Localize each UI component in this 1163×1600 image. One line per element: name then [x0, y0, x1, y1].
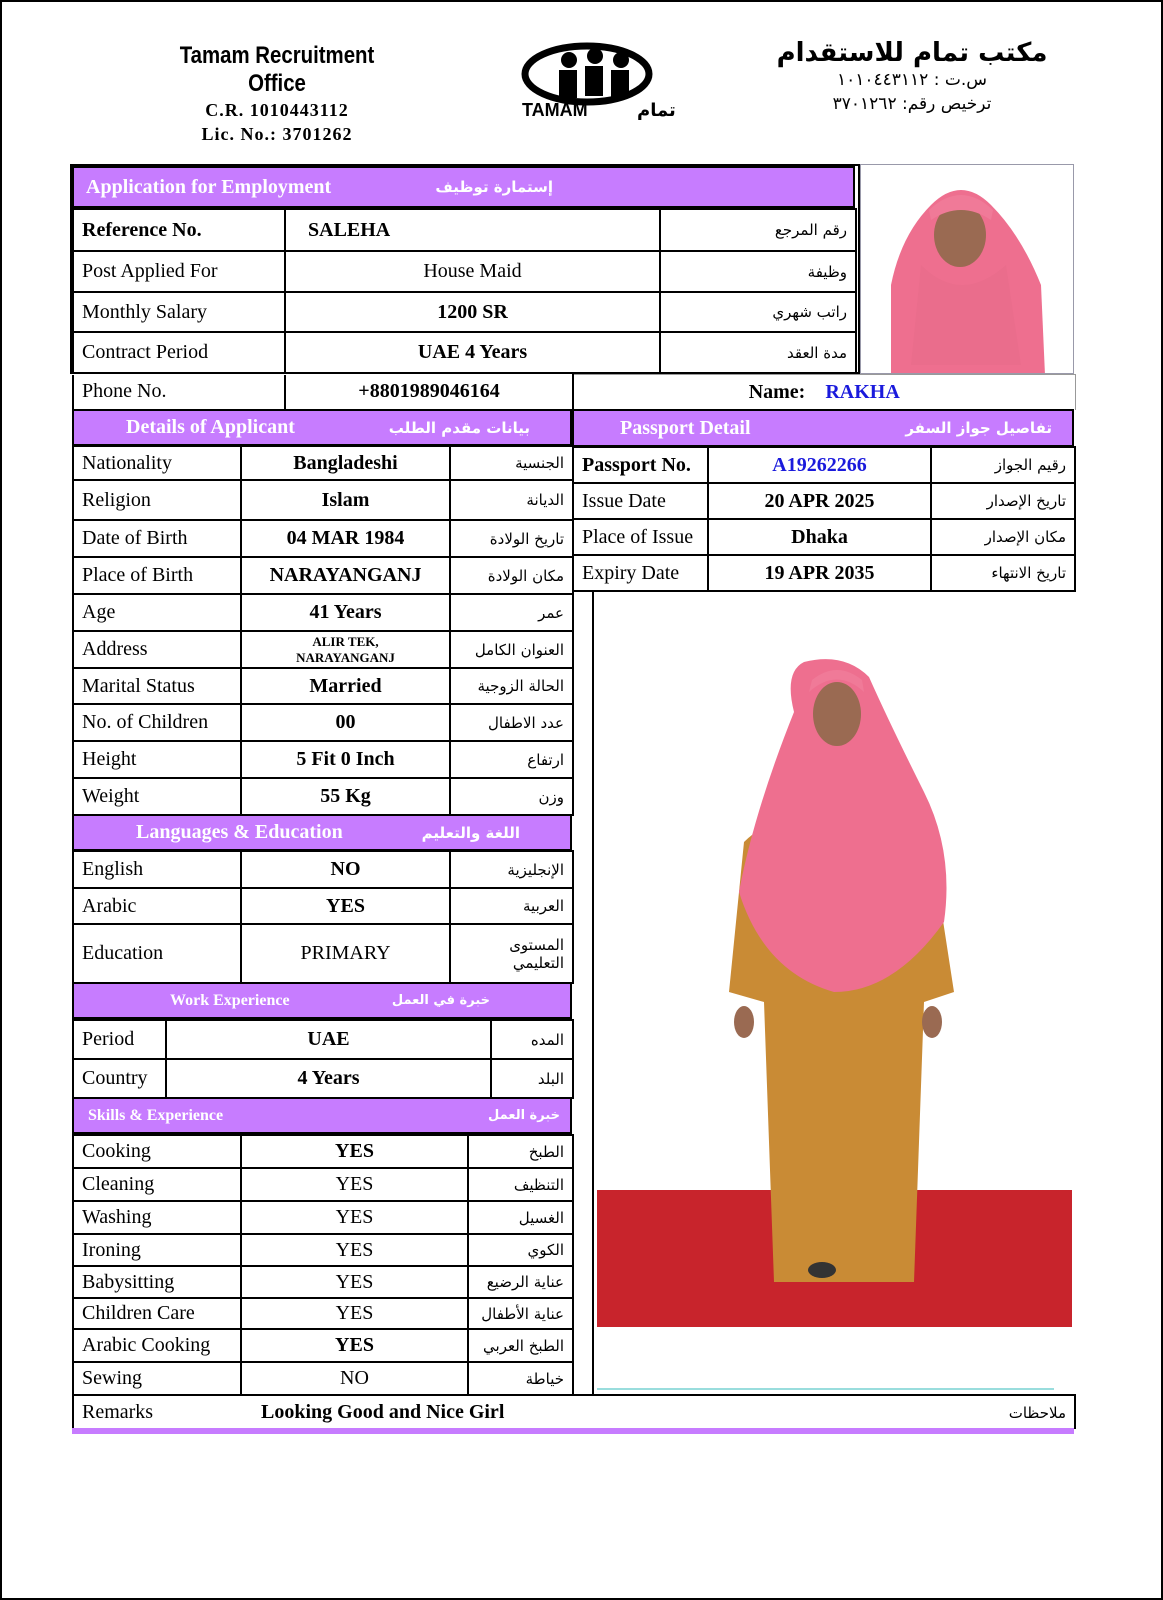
- table-row: [73, 480, 573, 520]
- row-label-ar: وزن: [450, 778, 573, 815]
- details-title-ar: بيانات مقدم الطلب: [388, 418, 530, 437]
- table-row: [73, 704, 573, 741]
- row-label-ar: الديانة: [450, 480, 573, 520]
- table-row: [573, 555, 1075, 591]
- dob-value: 04 MAR 1984: [241, 520, 450, 557]
- row-label-ar: خياطة: [468, 1362, 573, 1395]
- phone-name-row: [72, 374, 1076, 411]
- table-row: [73, 332, 856, 373]
- application-title-en: Application for Employment: [86, 175, 332, 198]
- table-row: [73, 557, 573, 594]
- row-label: Passport No.: [573, 447, 708, 483]
- skill-value: YES: [241, 1266, 468, 1298]
- table-row: [73, 520, 573, 557]
- row-label: Babysitting: [73, 1266, 241, 1298]
- row-label: Children Care: [73, 1298, 241, 1329]
- license-number-ar: ترخيص رقم: ٣٧٠١٢٦٢: [832, 94, 992, 114]
- company-name-en: Tamam Recruitment Office: [179, 42, 375, 97]
- table-row: [73, 594, 573, 631]
- table-row: [73, 1362, 573, 1395]
- work-title-en: Work Experience: [170, 991, 290, 1009]
- row-label-ar: عمر: [450, 594, 573, 631]
- row-label-ar: الإنجليزية: [450, 851, 573, 888]
- post-value: House Maid: [285, 251, 660, 292]
- languages-title-en: Languages & Education: [136, 821, 343, 843]
- row-label: Cleaning: [73, 1168, 241, 1201]
- row-label: English: [73, 851, 241, 888]
- row-label: Sewing: [73, 1362, 241, 1395]
- row-label: Date of Birth: [73, 520, 241, 557]
- row-label-ar: عناية الأطفال: [468, 1298, 573, 1329]
- row-label-ar: المستوى التعليمي: [450, 924, 573, 983]
- table-row: [73, 851, 573, 888]
- row-label-ar: رقم المرجع: [660, 209, 856, 251]
- row-label-ar: الجنسية: [450, 446, 573, 480]
- company-header-ar: [762, 38, 1062, 116]
- country-value: 4 Years: [166, 1059, 491, 1098]
- row-label: Country: [73, 1059, 166, 1098]
- row-label-ar: عناية الرضيع: [468, 1266, 573, 1298]
- table-row: [73, 1201, 573, 1234]
- row-label-ar: مكان الإصدار: [931, 519, 1075, 555]
- work-title-bar: [72, 982, 572, 1019]
- remarks-label: Remarks: [73, 1395, 243, 1429]
- row-label: Monthly Salary: [73, 292, 285, 332]
- row-label-ar: الحالة الزوجية: [450, 668, 573, 704]
- row-label-ar: الطبخ العربي: [468, 1329, 573, 1362]
- row-label: Expiry Date: [573, 555, 708, 591]
- table-row: [573, 447, 1075, 483]
- row-label-ar: الكوي: [468, 1234, 573, 1266]
- row-label: Age: [73, 594, 241, 631]
- skill-value: YES: [241, 1298, 468, 1329]
- cr-number-ar: س.ت : ١٠١٠٤٤٣١١٢: [836, 70, 987, 90]
- table-row: [73, 741, 573, 778]
- row-label: Contract Period: [73, 332, 285, 373]
- pob-value: NARAYANGANJ: [241, 557, 450, 594]
- expiry-date-value: 19 APR 2035: [708, 555, 931, 591]
- passport-number-value: A19262266: [708, 447, 931, 483]
- skills-title-ar: خبرة العمل: [488, 1108, 560, 1123]
- arabic-value: YES: [241, 888, 450, 924]
- row-label-ar: تاريخ الولادة: [450, 520, 573, 557]
- contract-value: UAE 4 Years: [285, 332, 660, 373]
- row-label: Weight: [73, 778, 241, 815]
- row-label: Ironing: [73, 1234, 241, 1266]
- row-label: Religion: [73, 480, 241, 520]
- table-row: [73, 1135, 573, 1168]
- table-row: [73, 668, 573, 704]
- name-label: Name:: [748, 380, 806, 403]
- row-label: Issue Date: [573, 483, 708, 519]
- languages-table: [72, 850, 574, 984]
- row-label: Washing: [73, 1201, 241, 1234]
- work-table: [72, 1019, 574, 1099]
- row-label-ar: المده: [491, 1020, 573, 1059]
- row-label-ar: رقيم الجواز: [931, 447, 1075, 483]
- skill-value: NO: [241, 1362, 468, 1395]
- marital-value: Married: [241, 668, 450, 704]
- languages-title-ar: اللغة والتعليم: [421, 823, 520, 842]
- languages-title-bar: [72, 814, 572, 851]
- row-label-ar: عدد الاطفال: [450, 704, 573, 741]
- table-row: [73, 888, 573, 924]
- row-label-ar: ارتفاع: [450, 741, 573, 778]
- row-label-ar: العنوان الكامل: [450, 631, 573, 668]
- weight-value: 55 Kg: [241, 778, 450, 815]
- skill-value: YES: [241, 1329, 468, 1362]
- application-title-bar: [72, 166, 855, 208]
- skill-value: YES: [241, 1234, 468, 1266]
- work-title-ar: خبرة في العمل: [391, 993, 490, 1008]
- address-value: ALIR TEK, NARAYANGANJ: [241, 631, 450, 668]
- portrait-image: [861, 165, 1074, 374]
- table-row: [73, 1059, 573, 1098]
- row-label-ar: الطبخ: [468, 1135, 573, 1168]
- license-number-en: Lic. No.: 3701262: [201, 124, 353, 144]
- row-label: Height: [73, 741, 241, 778]
- phone-value: +8801989046164: [285, 375, 573, 410]
- table-row: [73, 1168, 573, 1201]
- nationality-value: Bangladeshi: [241, 446, 450, 480]
- skill-value: YES: [241, 1135, 468, 1168]
- skills-title-bar: [72, 1097, 572, 1134]
- table-row: [73, 209, 856, 251]
- bottom-bar: [72, 1428, 1074, 1434]
- row-label: Place of Birth: [73, 557, 241, 594]
- phone-label: Phone No.: [73, 375, 285, 410]
- row-label: No. of Children: [73, 704, 241, 741]
- remarks-value: Looking Good and Nice Girl: [243, 1395, 933, 1429]
- period-value: UAE: [166, 1020, 491, 1059]
- svg-text:تمام: تمام: [637, 100, 676, 120]
- passport-table: [572, 446, 1076, 592]
- application-title-ar: إستمارة توظيف: [435, 178, 553, 196]
- passport-title-bar: [572, 409, 1074, 447]
- remarks-label-ar: ملاحظات: [933, 1395, 1075, 1429]
- details-title-en: Details of Applicant: [126, 416, 295, 438]
- row-label: Nationality: [73, 446, 241, 480]
- row-label: Marital Status: [73, 668, 241, 704]
- table-row: [73, 1329, 573, 1362]
- passport-title-en: Passport Detail: [620, 416, 751, 439]
- row-label-ar: البلد: [491, 1059, 573, 1098]
- place-of-issue-value: Dhaka: [708, 519, 931, 555]
- row-label: Place of Issue: [573, 519, 708, 555]
- skills-table: [72, 1134, 574, 1396]
- salary-value: 1200 SR: [285, 292, 660, 332]
- row-label: Reference No.: [73, 209, 285, 251]
- application-table: [72, 208, 857, 374]
- row-label: Cooking: [73, 1135, 241, 1168]
- skills-title-en: Skills & Experience: [88, 1106, 224, 1124]
- row-label-ar: مكان الولادة: [450, 557, 573, 594]
- name-cell: [573, 375, 1075, 410]
- table-row: [73, 251, 856, 292]
- table-row: [73, 778, 573, 815]
- details-title-bar: [72, 409, 572, 446]
- row-label: Arabic Cooking: [73, 1329, 241, 1362]
- svg-text:TAMAM: TAMAM: [522, 100, 588, 120]
- table-row: [73, 1020, 573, 1059]
- skill-value: YES: [241, 1201, 468, 1234]
- cr-number-en: C.R. 1010443112: [205, 100, 349, 120]
- remarks-row: [72, 1394, 1076, 1429]
- passport-title-ar: تفاصيل جواز السفر: [905, 419, 1052, 437]
- table-row: [73, 1298, 573, 1329]
- row-label: Post Applied For: [73, 251, 285, 292]
- row-label-ar: وظيفة: [660, 251, 856, 292]
- skill-value: YES: [241, 1168, 468, 1201]
- table-row: [573, 483, 1075, 519]
- table-row: [73, 924, 573, 983]
- reference-value: SALEHA: [285, 209, 660, 251]
- row-label-ar: تاريخ الإصدار: [931, 483, 1075, 519]
- row-label: Education: [73, 924, 241, 983]
- full-body-photo: [592, 592, 1074, 1394]
- portrait-photo: [860, 164, 1074, 374]
- age-value: 41 Years: [241, 594, 450, 631]
- row-label: Arabic: [73, 888, 241, 924]
- details-table: [72, 445, 574, 816]
- table-row: [73, 292, 856, 332]
- table-row: [73, 446, 573, 480]
- row-label-ar: تاريخ الانتهاء: [931, 555, 1075, 591]
- company-name-ar: مكتب تمام للاستقدام: [776, 38, 1048, 68]
- company-header-en: [132, 42, 422, 146]
- row-label-ar: راتب شهري: [660, 292, 856, 332]
- row-label-ar: العربية: [450, 888, 573, 924]
- row-label-ar: الغسيل: [468, 1201, 573, 1234]
- children-value: 00: [241, 704, 450, 741]
- english-value: NO: [241, 851, 450, 888]
- row-label-ar: مدة العقد: [660, 332, 856, 373]
- name-value: RAKHA: [825, 380, 900, 403]
- issue-date-value: 20 APR 2025: [708, 483, 931, 519]
- table-row: [73, 1234, 573, 1266]
- row-label-ar: التنظيف: [468, 1168, 573, 1201]
- tamam-logo: [517, 42, 687, 120]
- table-row: [73, 631, 573, 668]
- row-label: Address: [73, 631, 241, 668]
- full-body-image: [594, 592, 1074, 1394]
- education-value: PRIMARY: [241, 924, 450, 983]
- height-value: 5 Fit 0 Inch: [241, 741, 450, 778]
- table-row: [73, 1266, 573, 1298]
- religion-value: Islam: [241, 480, 450, 520]
- table-row: [573, 519, 1075, 555]
- row-label: Period: [73, 1020, 166, 1059]
